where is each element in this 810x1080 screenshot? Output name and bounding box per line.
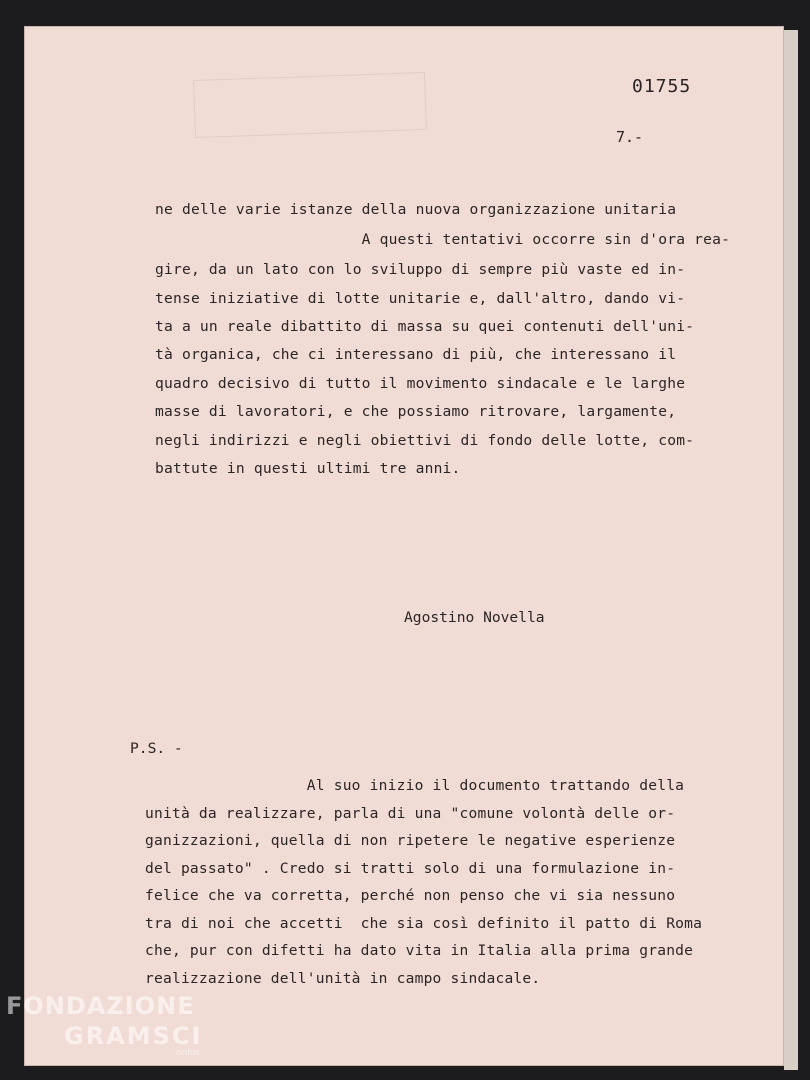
body-line: battute in questi ultimi tre anni. (155, 460, 461, 477)
signature: Agostino Novella (404, 609, 545, 626)
fondazione-gramsci-watermark (6, 992, 202, 1058)
body-line: tense iniziative di lotte unitarie e, dall'altro, dando vi- (155, 290, 686, 307)
body-line: tà organica, che ci interessano di più, che interessano il (155, 346, 677, 363)
postscript-line: ganizzazioni, quella di non ripetere le negative esperienze (145, 832, 676, 849)
page-number: 7.- (616, 128, 644, 146)
document-number: 01755 (632, 76, 692, 97)
watermark-line3: onlus (176, 1048, 201, 1058)
body-line: negli indirizzi e negli obiettivi di fondo delle lotte, com- (155, 432, 695, 449)
postscript-line: Al suo inizio il documento trattando della (145, 777, 685, 794)
document-page (24, 26, 784, 1066)
body-line: gire, da un lato con lo sviluppo di sempre più vaste ed in- (155, 261, 686, 278)
postscript-line: realizzazione dell'unità in campo sindacale. (145, 970, 541, 987)
body-line: masse di lavoratori, e che possiamo ritrovare, largamente, (155, 403, 677, 420)
postscript-line: unità da realizzare, parla di una "comune volontà delle or- (145, 805, 676, 822)
postscript-line: felice che va corretta, perché non penso che vi sia nessuno (145, 887, 676, 904)
postscript-label: P.S. - (130, 740, 183, 757)
body-line: A questi tentativi occorre sin d'ora rea- (155, 231, 731, 248)
faint-stamp-box (193, 72, 427, 138)
watermark-line2: GRAMSCI (64, 1022, 203, 1050)
body-line: quadro decisivo di tutto il movimento sindacale e le larghe (155, 375, 686, 392)
watermark-line1: FONDAZIONE (6, 992, 195, 1020)
body-line: ne delle varie istanze della nuova organizzazione unitaria (155, 201, 677, 218)
page-edge (784, 30, 798, 1070)
postscript-line: del passato" . Credo si tratti solo di una formulazione in- (145, 860, 676, 877)
postscript-line: che, pur con difetti ha dato vita in Italia alla prima grande (145, 942, 694, 959)
body-line: ta a un reale dibattito di massa su quei contenuti dell'uni- (155, 318, 695, 335)
postscript-line: tra di noi che accetti che sia così definito il patto di Roma (145, 915, 703, 932)
